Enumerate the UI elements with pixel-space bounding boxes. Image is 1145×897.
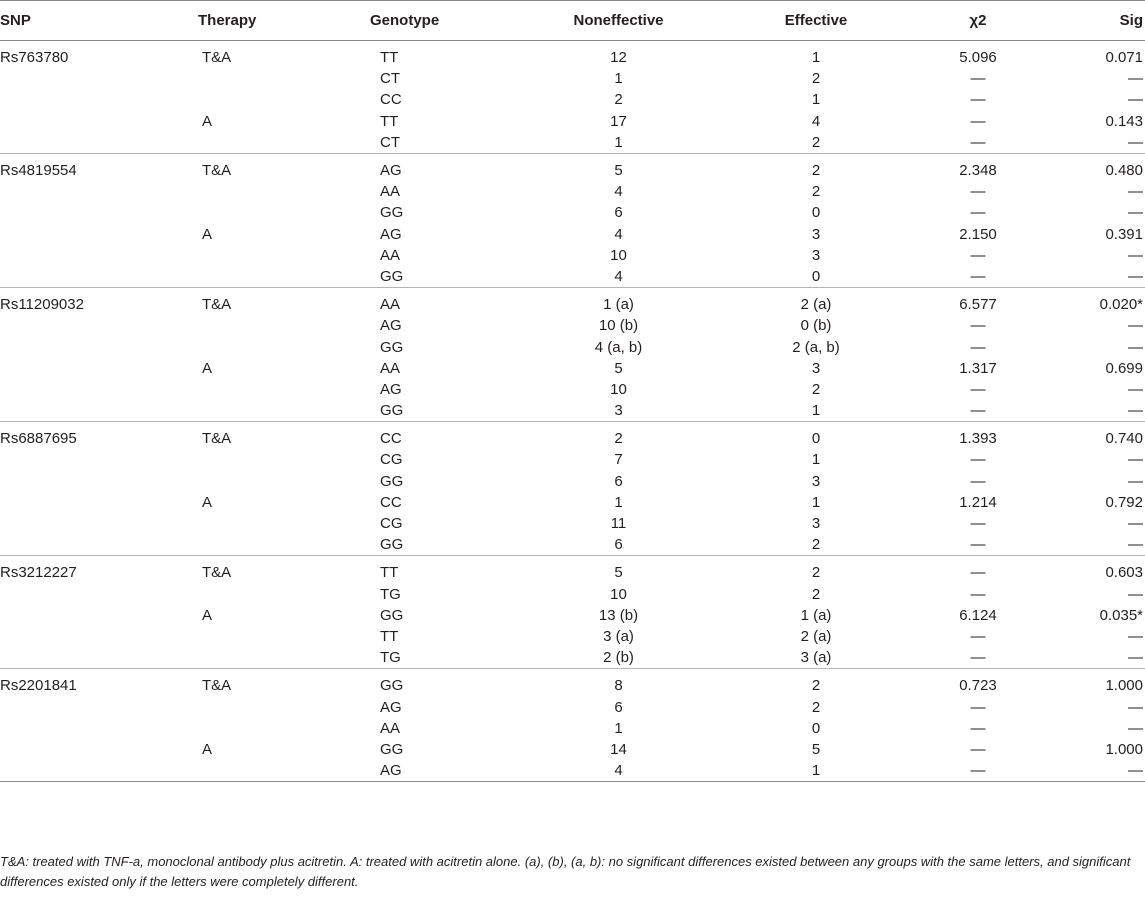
cell-noneffective: 4 — [614, 225, 623, 243]
cell-snp — [0, 89, 198, 110]
cell-genotype: GG — [380, 204, 404, 222]
cell-effective: 0 — [811, 719, 821, 737]
cell-noneffective: 11 — [610, 515, 627, 533]
cell-genotype: AA — [380, 359, 401, 377]
cell-chi2: — — [970, 380, 986, 398]
cell-snp — [0, 245, 198, 266]
table-row — [0, 245, 1145, 266]
cell-noneffective: 4 (a, b) — [594, 338, 643, 356]
cell-genotype: TG — [380, 585, 401, 603]
cell-snp — [0, 224, 198, 245]
cell-sig: — — [1128, 649, 1143, 667]
cell-sig: 0.020* — [1099, 296, 1143, 314]
cell-effective: 1 — [811, 493, 821, 511]
table-row — [0, 68, 1145, 89]
cell-chi2: 0.723 — [959, 677, 997, 695]
cell-therapy — [198, 647, 370, 669]
cell-noneffective: 4 — [520, 760, 717, 782]
cell-snp — [0, 379, 198, 400]
cell-sig: — — [1128, 183, 1143, 201]
cell-genotype: CT — [380, 133, 400, 151]
cell-sig: 0.792 — [1105, 493, 1143, 511]
cell-noneffective: 3 (a) — [603, 627, 634, 645]
cell-snp — [0, 760, 198, 782]
cell-effective: 2 (a, b) — [792, 338, 840, 356]
cell-effective: 3 — [811, 359, 821, 377]
cell-genotype: GG — [380, 740, 404, 758]
cell-chi2: — — [970, 472, 986, 490]
cell-sig: 0.699 — [1105, 359, 1143, 377]
cell-genotype: AA — [380, 183, 401, 201]
table-row — [0, 584, 1145, 605]
cell-genotype: AA — [380, 246, 401, 264]
cell-effective: 2 — [811, 536, 821, 554]
table-body — [0, 41, 1145, 782]
cell-noneffective: 10 — [610, 380, 627, 398]
cell-snp — [0, 336, 198, 357]
cell-chi2: 2.348 — [959, 162, 997, 180]
cell-genotype: CC — [380, 430, 402, 448]
cell-chi2: 1.317 — [959, 359, 997, 377]
cell-noneffective: 1 (a) — [603, 296, 634, 314]
cell-effective: 2 — [811, 564, 821, 582]
cell-therapy — [198, 471, 370, 492]
cell-therapy — [198, 400, 370, 422]
cell-snp — [0, 647, 198, 669]
cell-chi2: — — [970, 698, 986, 716]
cell-chi2: — — [970, 719, 986, 737]
cell-snp — [0, 266, 198, 288]
cell-therapy — [198, 760, 370, 782]
cell-genotype: CC — [380, 493, 402, 511]
column-header-noneffective: Noneffective — [520, 1, 717, 41]
cell-effective: 5 — [811, 740, 821, 758]
cell-noneffective: 7 — [614, 451, 623, 469]
cell-snp: Rs3212227 — [0, 564, 77, 582]
column-header-effective: Effective — [717, 1, 915, 41]
cell-effective: 2 (a) — [800, 296, 832, 314]
cell-snp — [0, 358, 198, 379]
cell-snp — [0, 315, 198, 336]
cell-sig: 1.000 — [1105, 740, 1143, 758]
table-row — [0, 336, 1145, 357]
cell-chi2: 1.214 — [959, 493, 997, 511]
cell-sig: — — [1128, 204, 1143, 222]
cell-snp: Rs6887695 — [0, 430, 77, 448]
cell-effective: 1 — [811, 402, 821, 420]
column-header-snp: SNP — [0, 1, 198, 41]
cell-effective: 2 — [811, 698, 821, 716]
cell-snp — [0, 718, 198, 739]
cell-snp — [0, 513, 198, 534]
cell-noneffective: 2 — [614, 430, 623, 448]
cell-genotype: TT — [380, 564, 399, 582]
cell-noneffective: 1 — [614, 719, 623, 737]
table-row — [0, 492, 1145, 513]
cell-sig: — — [1128, 70, 1143, 88]
cell-noneffective: 4 — [614, 267, 623, 285]
cell-chi2: — — [970, 91, 986, 109]
cell-genotype: GG — [380, 267, 404, 285]
cell-noneffective: 12 — [610, 49, 627, 67]
cell-noneffective: 1 — [614, 133, 623, 151]
cell-genotype: AG — [380, 225, 402, 243]
cell-effective: 0 — [811, 204, 821, 222]
cell-chi2: — — [970, 70, 986, 88]
cell-sig: — — [1128, 338, 1143, 356]
cell-snp: Rs4819554 — [0, 162, 77, 180]
table-row — [0, 428, 1145, 449]
cell-effective: 1 — [811, 451, 821, 469]
cell-therapy — [198, 336, 370, 357]
cell-chi2: — — [970, 649, 986, 667]
cell-sig: 0.071 — [1105, 49, 1143, 67]
table-row — [0, 400, 1145, 422]
cell-chi2: — — [970, 204, 986, 222]
cell-snp — [0, 605, 198, 626]
cell-chi2: — — [970, 585, 986, 603]
cell-chi2: 1.393 — [959, 430, 997, 448]
cell-snp: Rs11209032 — [0, 296, 84, 314]
cell-chi2: — — [970, 451, 986, 469]
cell-chi2: — — [970, 267, 986, 285]
table-row — [0, 718, 1145, 739]
cell-chi2: 5.096 — [959, 49, 997, 67]
cell-effective: 1 — [717, 760, 915, 782]
cell-noneffective: 10 — [610, 246, 627, 264]
cell-chi2: — — [970, 740, 986, 758]
cell-snp — [0, 584, 198, 605]
table-row — [0, 358, 1145, 379]
column-header-therapy: Therapy — [198, 1, 370, 41]
cell-sig: — — [1128, 585, 1143, 603]
cell-snp — [0, 739, 198, 760]
cell-sig: 0.603 — [1105, 564, 1143, 582]
cell-noneffective: 5 — [614, 162, 623, 180]
cell-therapy: A — [202, 359, 213, 377]
cell-noneffective: 6 — [614, 536, 623, 554]
cell-genotype: TG — [380, 649, 401, 667]
table-row — [0, 760, 1145, 782]
cell-sig: 0.740 — [1105, 430, 1143, 448]
cell-chi2: — — [970, 515, 986, 533]
cell-chi2: 2.150 — [959, 225, 997, 243]
cell-snp: Rs763780 — [0, 49, 69, 67]
cell-sig: — — [1128, 317, 1143, 335]
cell-genotype: AG — [380, 317, 402, 335]
column-header-chi2: χ2 — [915, 1, 1041, 41]
table-row — [0, 89, 1145, 110]
cell-therapy: A — [202, 606, 213, 624]
table-row — [0, 111, 1145, 132]
cell-sig: — — [1128, 380, 1143, 398]
cell-noneffective: 10 — [610, 585, 627, 603]
table-row — [0, 266, 1145, 288]
cell-effective: 2 — [811, 585, 821, 603]
cell-snp — [0, 132, 198, 154]
cell-snp — [0, 449, 198, 470]
table-row — [0, 626, 1145, 647]
table-row — [0, 534, 1145, 556]
cell-chi2: — — [970, 338, 986, 356]
cell-therapy — [198, 449, 370, 470]
cell-genotype: CG — [380, 451, 403, 469]
cell-therapy: T&A — [202, 430, 232, 448]
cell-genotype: AA — [380, 719, 401, 737]
cell-chi2: — — [970, 402, 986, 420]
cell-noneffective: 5 — [614, 359, 623, 377]
cell-effective: 1 (a) — [800, 606, 832, 624]
cell-chi2: 6.577 — [959, 296, 997, 314]
cell-effective: 3 — [811, 515, 821, 533]
cell-therapy: A — [202, 740, 213, 758]
table-row — [0, 379, 1145, 400]
cell-genotype: AG — [380, 162, 402, 180]
cell-genotype: GG — [380, 472, 404, 490]
cell-genotype: TT — [380, 112, 399, 130]
cell-sig: — — [1128, 536, 1143, 554]
cell-effective: 1 — [811, 91, 821, 109]
table-row — [0, 513, 1145, 534]
table-footnote: T&A: treated with TNF-a, monoclonal antibody plus acitretin. A: treated with acitretin alone. (a), (b), (a, b): no significant differences existed between any groups with the same letters, and significant differences existed only if the letters were completely different. — [0, 854, 1131, 889]
cell-noneffective: 6 — [614, 204, 623, 222]
cell-effective: 0 — [811, 430, 821, 448]
cell-sig: — — [1128, 133, 1143, 151]
cell-snp — [0, 626, 198, 647]
table-row — [0, 449, 1145, 470]
cell-genotype: GG — [380, 536, 404, 554]
cell-effective: 2 — [811, 162, 821, 180]
table-header-row — [0, 1, 1145, 41]
table-row — [0, 696, 1145, 717]
cell-sig: — — [1128, 402, 1143, 420]
cell-genotype: CG — [380, 515, 403, 533]
cell-sig: — — [1128, 246, 1143, 264]
cell-effective: 4 — [811, 112, 821, 130]
cell-genotype: TT — [380, 49, 399, 67]
cell-genotype: GG — [380, 338, 404, 356]
cell-effective: 2 — [811, 183, 821, 201]
cell-therapy — [198, 626, 370, 647]
cell-chi2: 6.124 — [959, 606, 997, 624]
cell-therapy: T&A — [202, 677, 232, 695]
cell-chi2: — — [970, 183, 986, 201]
cell-therapy: A — [202, 225, 213, 243]
cell-snp — [0, 111, 198, 132]
cell-genotype: AA — [380, 296, 401, 314]
cell-noneffective: 6 — [614, 698, 623, 716]
cell-chi2: — — [970, 536, 986, 554]
cell-sig: — — [1128, 267, 1143, 285]
cell-sig: — — [1128, 91, 1143, 109]
cell-noneffective: 2 (b) — [603, 649, 634, 667]
cell-sig: 1.000 — [1105, 677, 1143, 695]
cell-effective: 3 — [811, 225, 821, 243]
cell-noneffective: 5 — [614, 564, 623, 582]
cell-noneffective: 4 — [614, 183, 623, 201]
cell-effective: 3 — [811, 246, 821, 264]
table-row — [0, 315, 1145, 336]
cell-therapy — [198, 89, 370, 110]
cell-snp — [0, 202, 198, 223]
cell-sig: — — [1128, 472, 1143, 490]
cell-snp — [0, 492, 198, 513]
cell-snp — [0, 534, 198, 556]
cell-chi2: — — [970, 317, 986, 335]
cell-noneffective: 3 — [614, 402, 623, 420]
cell-therapy — [198, 266, 370, 288]
cell-sig: — — [1128, 627, 1143, 645]
cell-therapy — [198, 245, 370, 266]
cell-therapy — [198, 181, 370, 202]
cell-chi2: — — [970, 246, 986, 264]
cell-genotype: GG — [380, 402, 404, 420]
cell-genotype: GG — [380, 606, 404, 624]
cell-snp — [0, 696, 198, 717]
cell-genotype: AG — [380, 698, 402, 716]
table-row — [0, 47, 1145, 68]
cell-sig: — — [1128, 719, 1143, 737]
cell-sig: 0.035* — [1099, 606, 1143, 624]
table-row — [0, 647, 1145, 669]
cell-noneffective: 13 (b) — [598, 606, 639, 624]
cell-genotype: CC — [380, 91, 402, 109]
cell-therapy — [198, 379, 370, 400]
cell-noneffective: 14 — [610, 740, 627, 758]
cell-snp — [0, 400, 198, 422]
cell-sig: — — [1128, 451, 1143, 469]
cell-therapy — [198, 718, 370, 739]
cell-sig: 0.391 — [1105, 225, 1143, 243]
cell-therapy: T&A — [202, 296, 232, 314]
cell-chi2: — — [970, 627, 986, 645]
cell-sig: — — [1128, 698, 1143, 716]
cell-genotype: AG — [380, 380, 402, 398]
cell-snp — [0, 68, 198, 89]
cell-effective: 2 — [811, 380, 821, 398]
cell-sig: — — [1128, 515, 1143, 533]
cell-snp: Rs2201841 — [0, 677, 77, 695]
cell-effective: 2 (a) — [800, 627, 832, 645]
cell-therapy — [198, 202, 370, 223]
cell-noneffective: 1 — [614, 70, 623, 88]
cell-genotype: CT — [380, 70, 400, 88]
table-row — [0, 294, 1145, 315]
cell-noneffective: 17 — [610, 112, 627, 130]
cell-sig: 0.143 — [1105, 112, 1143, 130]
table-row — [0, 224, 1145, 245]
cell-noneffective: 10 (b) — [598, 317, 639, 335]
cell-chi2: — — [970, 564, 986, 582]
cell-therapy — [198, 534, 370, 556]
cell-noneffective: 2 — [614, 91, 623, 109]
table-row — [0, 675, 1145, 696]
cell-noneffective: 8 — [614, 677, 623, 695]
cell-genotype: GG — [380, 677, 404, 695]
cell-therapy — [198, 315, 370, 336]
table-row — [0, 132, 1145, 154]
cell-snp — [0, 471, 198, 492]
table-row — [0, 562, 1145, 583]
cell-therapy: T&A — [202, 162, 232, 180]
cell-effective: 3 — [811, 472, 821, 490]
cell-effective: 2 — [811, 677, 821, 695]
cell-effective: 2 — [811, 70, 821, 88]
cell-effective: 0 — [811, 267, 821, 285]
cell-therapy: T&A — [202, 564, 232, 582]
cell-effective: 3 (a) — [800, 649, 832, 667]
table-row — [0, 605, 1145, 626]
cell-therapy — [198, 696, 370, 717]
cell-effective: 0 (b) — [800, 317, 832, 335]
cell-chi2: — — [970, 112, 986, 130]
column-header-sig: Sig — [1041, 1, 1145, 41]
cell-effective: 1 — [811, 49, 821, 67]
cell-therapy — [198, 68, 370, 89]
column-header-genotype: Genotype — [370, 1, 520, 41]
cell-chi2: — — [970, 133, 986, 151]
table-row — [0, 202, 1145, 223]
cell-therapy: T&A — [202, 49, 232, 67]
cell-effective: 2 — [811, 133, 821, 151]
cell-sig: — — [1041, 760, 1145, 782]
table-row — [0, 181, 1145, 202]
cell-therapy: A — [202, 493, 213, 511]
cell-chi2: — — [915, 760, 1041, 782]
table-row — [0, 471, 1145, 492]
table-row — [0, 160, 1145, 181]
cell-sig: 0.480 — [1105, 162, 1143, 180]
cell-therapy — [198, 584, 370, 605]
cell-genotype: AG — [370, 760, 520, 782]
cell-therapy — [198, 132, 370, 154]
cell-snp — [0, 181, 198, 202]
cell-therapy: A — [202, 112, 213, 130]
cell-genotype: TT — [380, 627, 399, 645]
cell-therapy — [198, 513, 370, 534]
table-row — [0, 739, 1145, 760]
cell-noneffective: 6 — [614, 472, 623, 490]
cell-noneffective: 1 — [614, 493, 623, 511]
